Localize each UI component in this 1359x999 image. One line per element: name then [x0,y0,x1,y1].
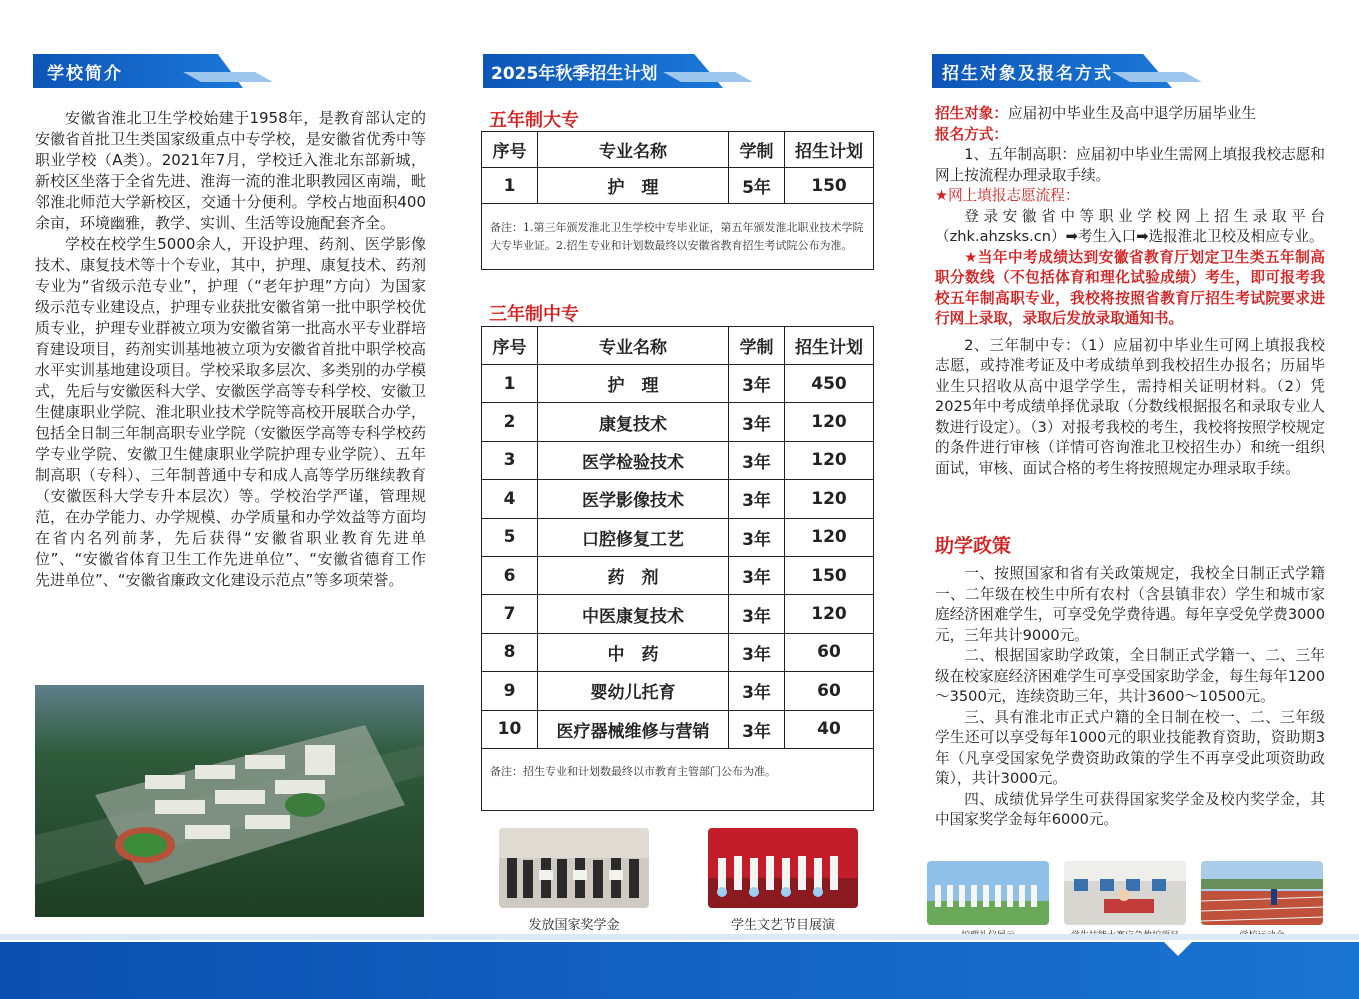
scholarship-photo [499,828,649,908]
cell-major: 护 理 [538,168,729,204]
header-quota: 招生计划 [785,327,874,365]
banner-title: 招生对象及报名方式 [942,63,1113,84]
cell-major: 中医康复技术 [538,595,729,633]
cell-quota: 120 [785,518,874,556]
header-quota: 招生计划 [785,132,874,168]
cell-major: 医学检验技术 [538,441,729,479]
cell-quota: 120 [785,441,874,479]
aid-item-2: 二、根据国家助学政策，全日制正式学籍一、二、三年级在校家庭经济困难学生可享受国家助学金，每生每年1200～3500元，连续资助三年，共计3600～10500元。 [935,647,1325,705]
cell-major: 康复技术 [538,403,729,441]
method-label: 报名方式： [935,125,1008,143]
cell-index: 3 [482,441,538,479]
cell-duration: 5年 [729,168,785,204]
table-row [482,168,874,204]
cell-duration: 3年 [729,518,785,556]
red-notice: ★当年中考成绩达到安徽省教育厅划定卫生类五年制高职分数线（不包括体育和理化试验成绩）考生，即可报考我校五年制高职专业，我校将按照省教育厅招生考试院要求进行网上录取，录取后发放录取通知书。 [935,248,1325,327]
cell-major: 药 剂 [538,556,729,594]
table-row [482,710,874,748]
cell-major: 中 药 [538,633,729,671]
header-index: 序号 [482,327,538,365]
cell-index: 1 [482,168,538,204]
intro-paragraph-1: 安徽省淮北卫生学校始建于1958年，是教育部认定的安徽省首批卫生类国家级重点中专学校，是安徽省优秀中等职业学校（A类）。2021年7月，学校迁入淮北东部新城，新校区坐落于全省先进、淮海一流的淮北职教园区南端，毗邻淮北师范大学新校区，交通十分便利。学校占地面积400余亩，环境幽雅，教学、实训、生活等设施配套齐全。 [35,109,426,232]
cell-quota: 450 [785,365,874,403]
intro-text [35,108,426,591]
cell-index: 10 [482,710,538,748]
table-row [482,595,874,633]
aid-policy-text [935,564,1325,831]
cell-duration: 3年 [729,403,785,441]
cell-index: 4 [482,480,538,518]
skills-contest-photo [1064,861,1186,925]
campus-aerial-photo [35,685,424,917]
table-row [482,403,874,441]
aid-item-4: 四、成绩优异学生可获得国家奖学金及校内奖学金，其中国家奖学金每年6000元。 [935,790,1325,828]
cell-major: 医疗器械维修与营销 [538,710,729,748]
cell-major: 口腔修复工艺 [538,518,729,556]
cell-index: 6 [482,556,538,594]
footer-band [0,942,1359,999]
table-row [482,480,874,518]
table-row [482,633,874,671]
cell-index: 7 [482,595,538,633]
cell-quota: 60 [785,633,874,671]
flow-text: 登录安徽省中等职业学校网上招生录取平台（zhk.ahzsks.cn）➡考生入口➡选报淮北卫校及相应专业。 [935,207,1325,245]
five-year-table [481,131,874,270]
cell-index: 2 [482,403,538,441]
aid-item-3: 三、具有淮北市正式户籍的全日制在校一、二、三年级学生还可以享受每年1000元的职业技能教育资助，资助期3年（凡享受国家免学费资助政策的学生不再享受此项资助政策），共计3000元。 [935,708,1325,787]
table-row [482,518,874,556]
table-row [482,556,874,594]
header-duration: 学制 [729,132,785,168]
table-row [482,441,874,479]
banner-title: 学校简介 [47,63,123,84]
performance-caption: 学生文艺节目展演 [730,918,835,933]
footer-notch [1164,942,1192,956]
three-year-title: 三年制中专 [489,304,579,325]
cell-duration: 3年 [729,710,785,748]
flow-label: ★网上填报志愿流程： [935,187,1080,204]
cell-duration: 3年 [729,595,785,633]
banner-enrollment-plan [483,54,753,88]
cell-index: 5 [482,518,538,556]
method-text [935,104,1325,479]
header-major: 专业名称 [538,327,729,365]
target-text: 应届初中毕业生及高中退学历届毕业生 [1007,105,1257,122]
banner-school-intro [33,54,273,88]
performance-photo [708,828,858,908]
three-year-table [481,326,874,811]
target-label: 招生对象： [935,105,1008,122]
cell-quota: 120 [785,403,874,441]
intro-paragraph-2: 学校在校学生5000余人，开设护理、药剂、医学影像技术、康复技术等十个专业，其中，护理、康复技术、药剂专业为“省级示范专业”，护理（“老年护理”方向）为国家级示范专业建设点，护理专业获批安徽省第一批中职学校优质专业，护理专业群被立项为安徽省第一批高水平专业群培育建设项目，药剂实训基地被立项为安徽省首批中职学校高水平实训基地建设项目。学校采取多层次、多类别的办学模式，先后与安徽医科大学、安徽医学高等专科学校、安徽卫生健康职业学院、淮北职业技术学院等高校开展联合办学，包括全日制三年制高职专业学院（安徽医学高等专科学校药学专业学院、安徽卫生健康职业学院护理专业学院）、五年制高职（专科）、三年制普通中专和成人高等学历继续教育（安徽医科大学专升本层次）等。学校治学严谨，管理规范，在办学能力、办学规模、办学质量和办学效益等方面均在省内名列前茅，先后获得“安徽省职业教育先进单位”、“安徽省体育卫生工作先进单位”、“安徽省德育工作先进单位”、“安徽省廉政文化建设示范点”等多项荣誉。 [35,235,426,589]
cell-major: 医学影像技术 [538,480,729,518]
three-year-method: 2、三年制中专：（1）应届初中毕业生可网上填报我校志愿，或持准考证及中考成绩单到我校招生办报名；历届毕业生只招收从高中退学学生，需持相关证明材料。（2）凭2025年中考成绩单择优录取（分数线根据报名和录取专业人数进行设定）。（3）对报考我校的考生，我校将按照学校规定的条件进行审核（详情可咨询淮北卫校招生办）和统一组织面试，审核、面试合格的考生将按照规定办理录取手续。 [935,336,1325,477]
header-index: 序号 [482,132,538,168]
cell-quota: 120 [785,595,874,633]
sports-meet-photo [1201,861,1323,925]
cell-duration: 3年 [729,365,785,403]
banner-enrollment-method [932,54,1202,88]
cell-duration: 3年 [729,480,785,518]
cell-duration: 3年 [729,672,785,710]
cell-major: 护 理 [538,365,729,403]
five-year-note: 备注：1.第三年颁发淮北卫生学校中专毕业证，第五年颁发淮北职业技术学院大专毕业证。2.招生专业和计划数最终以安徽省教育招生考试院公布为准。 [482,204,874,270]
cell-index: 1 [482,365,538,403]
header-major: 专业名称 [538,132,729,168]
cell-quota: 40 [785,710,874,748]
cell-duration: 3年 [729,441,785,479]
aid-item-1: 一、按照国家和省有关政策规定，我校全日制正式学籍一、二年级在校生中所有农村（含县镇非农）学生和城市家庭经济困难学生，可享受免学费待遇。每年享受免学费3000元，三年共计9000元。 [935,565,1325,644]
table-row [482,672,874,710]
cell-index: 9 [482,672,538,710]
cell-quota: 150 [785,168,874,204]
cell-duration: 3年 [729,633,785,671]
header-duration: 学制 [729,327,785,365]
five-year-title: 五年制大专 [489,110,579,131]
scholarship-caption: 发放国家奖学金 [528,918,620,933]
banner-title: 2025年秋季招生计划 [491,63,658,84]
cell-duration: 3年 [729,556,785,594]
cell-quota: 120 [785,480,874,518]
aid-policy-title: 助学政策 [935,535,1012,557]
nursing-etiquette-photo [927,861,1049,925]
five-year-method: 1、五年制高职：应届初中毕业生需网上填报我校志愿和网上按流程办理录取手续。 [935,146,1325,184]
cell-quota: 60 [785,672,874,710]
table-row [482,365,874,403]
three-year-note: 备注：招生专业和计划数最终以市教育主管部门公布为准。 [482,748,874,810]
cell-major: 婴幼儿托育 [538,672,729,710]
cell-quota: 150 [785,556,874,594]
cell-index: 8 [482,633,538,671]
